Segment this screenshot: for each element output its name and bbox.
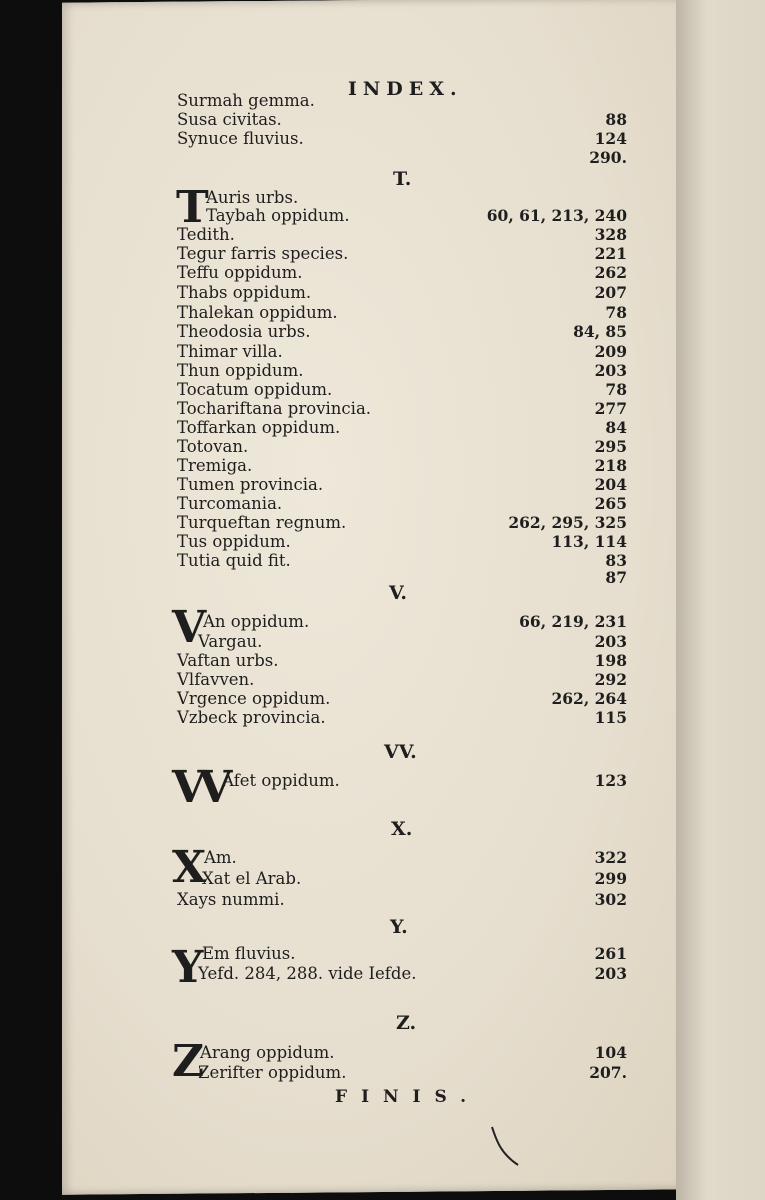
- entry-pages: 328: [594, 225, 627, 244]
- entry-pages: 322: [594, 848, 627, 867]
- index-entry: [177, 361, 627, 380]
- index-entry: [177, 475, 627, 494]
- entry-pages: 207: [594, 283, 627, 302]
- entry-term: Tutia quid fit.: [177, 551, 291, 570]
- finis-footer: FINIS.: [335, 1087, 481, 1107]
- page-header: INDEX.: [348, 78, 463, 100]
- entry-pages: 295: [594, 437, 627, 456]
- index-entry: [200, 1043, 627, 1062]
- entry-term: Turcomania.: [177, 494, 283, 513]
- entry-pages: 115: [594, 708, 627, 727]
- entry-term: Tumen provincia.: [177, 475, 324, 494]
- index-entry: [177, 651, 627, 670]
- entry-pages: 203: [594, 964, 627, 983]
- entry-pages: 262, 264: [551, 689, 627, 708]
- section-letter-y: Y.: [390, 916, 408, 938]
- index-entry: [177, 91, 627, 110]
- entry-term: Vrgence oppidum.: [177, 689, 331, 708]
- entry-term: Toffarkan oppidum.: [177, 418, 341, 437]
- entry-pages: 262, 295, 325: [508, 513, 627, 532]
- index-entry: [177, 494, 627, 513]
- entry-term: Tremiga.: [177, 456, 253, 475]
- entry-term: Thabs oppidum.: [177, 283, 312, 302]
- entry-pages: 203: [594, 632, 627, 651]
- entry-pages: 290.: [589, 148, 627, 167]
- entry-term: Totovan.: [177, 437, 249, 456]
- index-entry: [177, 303, 627, 322]
- index-entry: [206, 206, 627, 225]
- index-entry: [222, 771, 627, 790]
- ink-mark: [488, 1125, 528, 1167]
- entry-pages: 299: [594, 869, 627, 888]
- entry-pages: 88: [605, 110, 627, 129]
- index-entry: [177, 283, 627, 302]
- entry-term: Tegur farris species.: [177, 244, 349, 263]
- index-entry: [177, 225, 627, 244]
- entry-term: Auris urbs.: [206, 188, 299, 207]
- entry-pages: 209: [594, 342, 627, 361]
- book-page: [62, 0, 690, 1195]
- index-entry: [204, 848, 627, 867]
- entry-pages: 204: [594, 475, 627, 494]
- entry-pages: 198: [594, 651, 627, 670]
- entry-term: Tus oppidum.: [177, 532, 291, 551]
- index-entry: [177, 689, 627, 708]
- entry-term: Tocatum oppidum.: [177, 380, 333, 399]
- entry-term: An oppidum.: [203, 612, 310, 631]
- index-entry: [177, 890, 627, 909]
- drop-cap-z: Z: [172, 1036, 205, 1087]
- entry-pages: 277: [594, 399, 627, 418]
- index-entry: [206, 188, 627, 207]
- index-entry: [203, 612, 627, 631]
- section-letter-v: V.: [389, 582, 408, 604]
- entry-term: Yefd. 284, 288. vide Iefde.: [198, 964, 417, 983]
- entry-term: Vlfavven.: [177, 670, 255, 689]
- index-entry: [177, 322, 627, 341]
- entry-term: Thun oppidum.: [177, 361, 304, 380]
- drop-cap-x: X: [172, 842, 207, 893]
- entry-pages: 83: [605, 551, 627, 570]
- index-entry: [177, 437, 627, 456]
- entry-pages: 87: [605, 568, 627, 587]
- section-letter-t: T.: [393, 168, 412, 190]
- entry-term: Turqueftan regnum.: [177, 513, 347, 532]
- entry-term: Susa civitas.: [177, 110, 282, 129]
- entry-term: Xat el Arab.: [202, 869, 302, 888]
- entry-pages: 124: [594, 129, 627, 148]
- entry-pages: 60, 61, 213, 240: [486, 206, 627, 225]
- entry-term: Tedith.: [177, 225, 235, 244]
- drop-cap-t: T: [176, 182, 209, 233]
- index-entry: [177, 148, 627, 167]
- entry-pages: 66, 219, 231: [519, 612, 627, 631]
- entry-pages: 123: [594, 771, 627, 790]
- entry-pages: 292: [594, 670, 627, 689]
- index-entry: [177, 532, 627, 551]
- entry-pages: 207.: [589, 1063, 627, 1082]
- index-entry: [177, 129, 627, 148]
- index-entry: [177, 380, 627, 399]
- index-entry: [202, 869, 627, 888]
- entry-term: Synuce fluvius.: [177, 129, 304, 148]
- entry-pages: 265: [594, 494, 627, 513]
- entry-term: Vzbeck provincia.: [177, 708, 326, 727]
- entry-pages: 84: [605, 418, 627, 437]
- section-letter-z: Z.: [396, 1012, 417, 1034]
- drop-cap-v: V: [172, 602, 207, 653]
- index-entry: [177, 418, 627, 437]
- entry-term: Vaftan urbs.: [177, 651, 279, 670]
- entry-pages: 84, 85: [573, 322, 627, 341]
- entry-term: Thimar villa.: [177, 342, 283, 361]
- entry-term: Teffu oppidum.: [177, 263, 303, 282]
- entry-pages: 113, 114: [551, 532, 627, 551]
- index-entry: [177, 263, 627, 282]
- index-entry: [177, 244, 627, 263]
- entry-term: Em fluvius.: [202, 944, 296, 963]
- index-entry: [198, 1063, 627, 1082]
- entry-pages: 78: [605, 380, 627, 399]
- index-entry: [177, 708, 627, 727]
- drop-cap-vv: VV: [172, 762, 225, 813]
- entry-term: Theodosia urbs.: [177, 322, 311, 341]
- entry-term: Vargau.: [198, 632, 263, 651]
- entry-pages: 262: [594, 263, 627, 282]
- section-letter-vv: VV.: [384, 741, 417, 763]
- entry-term: Thalekan oppidum.: [177, 303, 338, 322]
- index-entry: [198, 632, 627, 651]
- entry-term: Am.: [204, 848, 237, 867]
- index-entry: [177, 456, 627, 475]
- index-entry: [177, 670, 627, 689]
- entry-term: Zerifter oppidum.: [198, 1063, 347, 1082]
- entry-pages: 302: [594, 890, 627, 909]
- index-entry: [177, 110, 627, 129]
- index-entry: [198, 964, 627, 983]
- index-entry: [177, 513, 627, 532]
- entry-term: Tochariftana provincia.: [177, 399, 372, 418]
- entry-term: Surmah gemma.: [177, 91, 315, 110]
- entry-term: Taybah oppidum.: [206, 206, 350, 225]
- entry-pages: 78: [605, 303, 627, 322]
- section-letter-x: X.: [391, 818, 413, 840]
- index-entry: [202, 944, 627, 963]
- facing-page-edge: [676, 0, 765, 1200]
- entry-term: Afet oppidum.: [222, 771, 340, 790]
- entry-term: Xays nummi.: [177, 890, 285, 909]
- drop-cap-y: Y: [172, 942, 204, 993]
- entry-term: Arang oppidum.: [200, 1043, 335, 1062]
- index-entry: [177, 399, 627, 418]
- entry-pages: 221: [594, 244, 627, 263]
- entry-pages: 104: [594, 1043, 627, 1062]
- entry-pages: 203: [594, 361, 627, 380]
- entry-pages: 261: [594, 944, 627, 963]
- index-entry: [177, 342, 627, 361]
- entry-pages: 218: [594, 456, 627, 475]
